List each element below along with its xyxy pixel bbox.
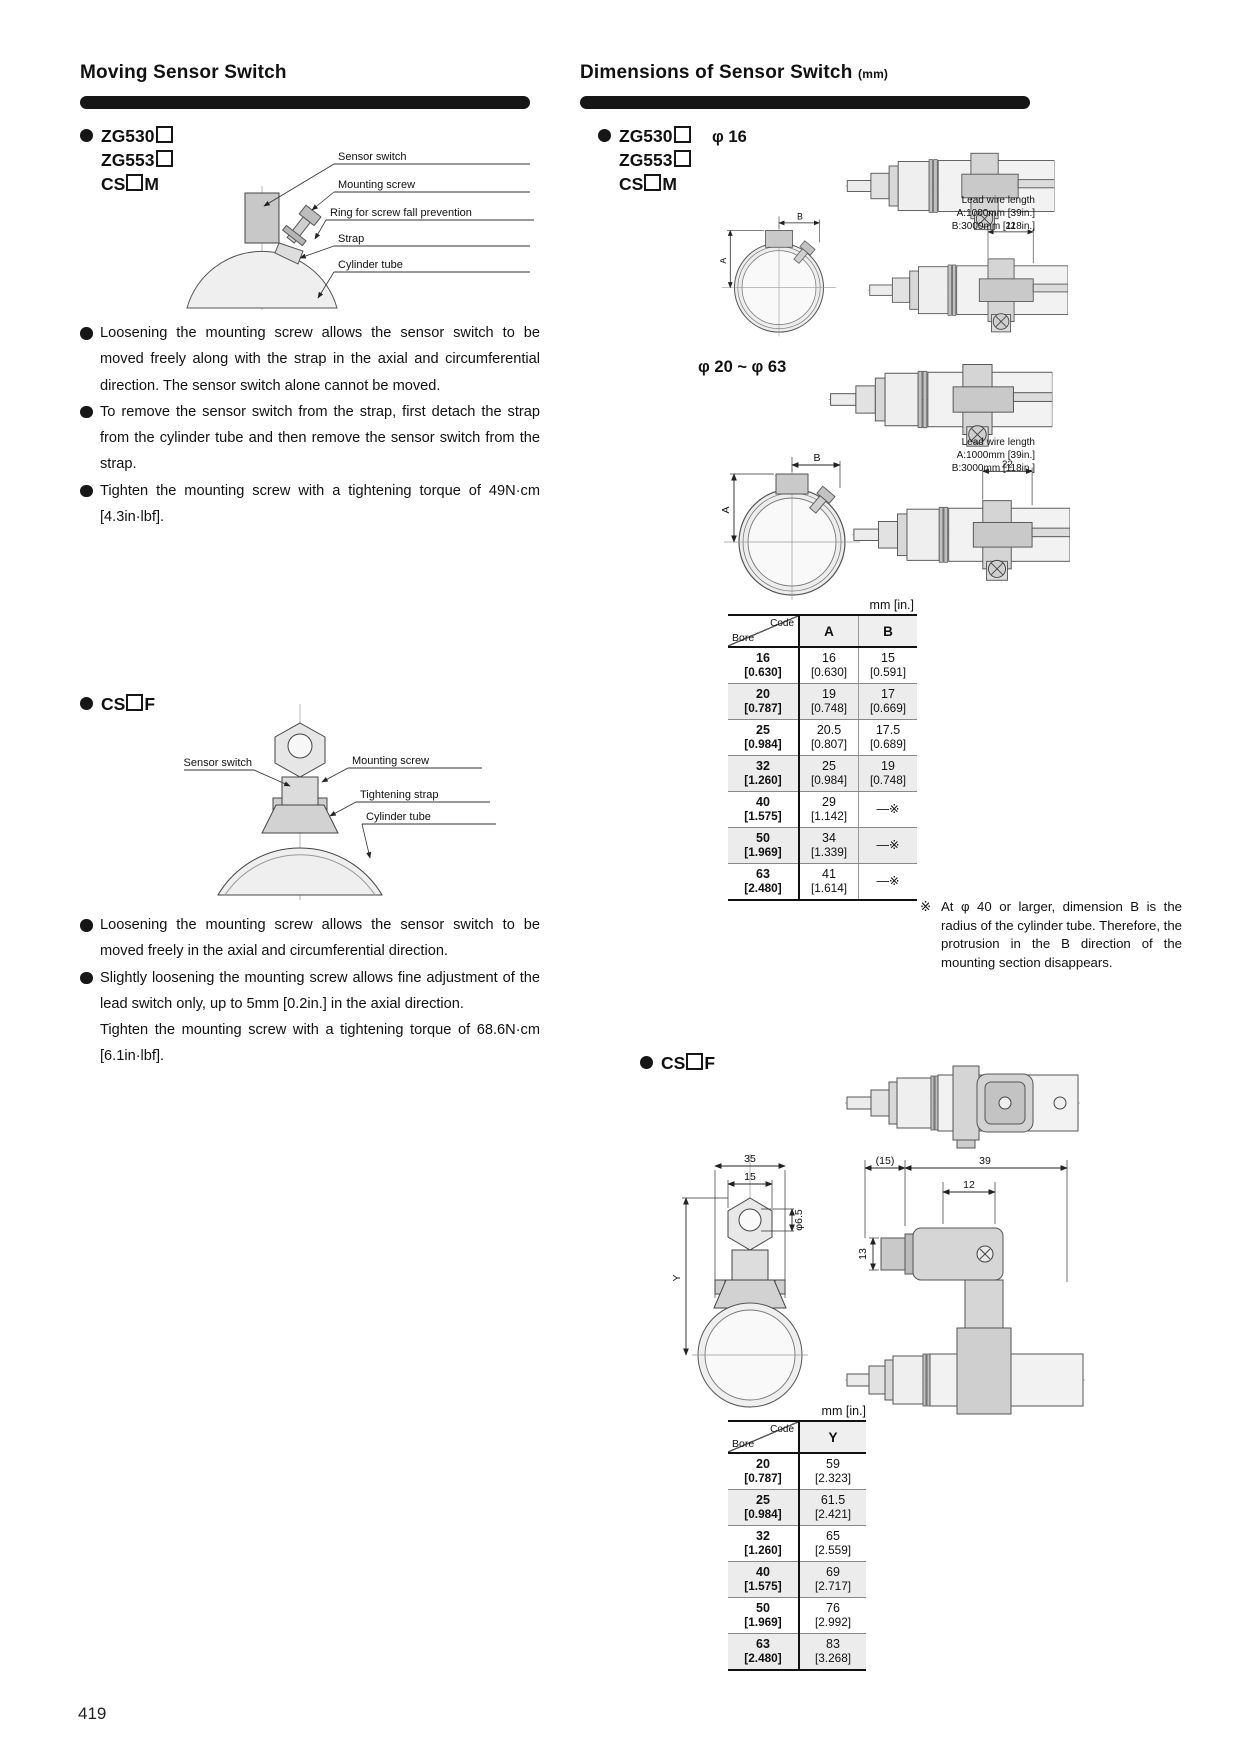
column-header-a: A [799, 615, 859, 647]
dim-csf-side-view [845, 1048, 1080, 1153]
left-title-bar [80, 96, 530, 109]
bullet-dot-icon [80, 129, 93, 142]
label-ring-screw-fall: Ring for screw fall prevention [330, 207, 472, 219]
bullet-dot-icon [80, 485, 93, 498]
zg-bullet-list [80, 320, 540, 530]
list-item: Tighten the mounting screw with a tightening torque of 49N·cm [4.3in·lbf]. [80, 478, 540, 531]
table-row: 25 [0.984] 61.5 [2.421] [728, 1490, 866, 1526]
column-header-y: Y [799, 1421, 866, 1453]
right-title-bar [580, 96, 1030, 109]
label-sensor-switch: Sensor switch [338, 151, 407, 163]
label-strap: Strap [338, 233, 365, 245]
dim-side-view-16-22 [868, 218, 1068, 338]
table-unit-label: mm [in.] [821, 1404, 866, 1418]
table-row: 32 [1.260] 65 [2.559] [728, 1526, 866, 1562]
bore-size-16-label: φ 16 [712, 128, 747, 146]
table-row: 25 [0.984] 20.5 [0.807] 17.5 [0.689] [728, 720, 917, 756]
right-csf-heading: CS F [640, 1053, 1240, 1074]
bullet-dot-icon [80, 327, 93, 340]
option-box-icon [644, 174, 661, 191]
list-item: Loosening the mounting screw allows the sensor switch to be moved freely in the axial and circumferential direction. [80, 912, 540, 965]
dim-front-view-16 [720, 212, 838, 338]
model-zg530: ZG530 [598, 124, 692, 148]
bore-size-range-label: φ 20 ~ φ 63 [698, 358, 787, 376]
list-item: Loosening the mounting screw allows the sensor switch to be moved freely along with the strap in the axial and circumferential direction. The sensor switch alone cannot be moved. [80, 320, 540, 399]
label-cylinder-tube: Cylinder tube [338, 259, 403, 271]
dim-15p-label: (15) [875, 1155, 895, 1167]
page-number: 419 [78, 1704, 107, 1723]
dim-front-view-2063 [722, 452, 862, 602]
lead-wire-note: Lead wire length A:1000mm [39in.] B:3000mm [118in.] [951, 437, 1035, 475]
model-zg553: ZG553 [598, 148, 692, 172]
label-cylinder-tube: Cylinder tube [366, 811, 431, 823]
bullet-dot-icon [80, 697, 93, 710]
table-row: 20 [0.787] 19 [0.748] 17 [0.669] [728, 684, 917, 720]
dim-csf-front-view [662, 1150, 837, 1412]
table-row: 32 [1.260] 25 [0.984] 19 [0.748] [728, 756, 917, 792]
footnote: ※ At φ 40 or larger, dimension B is the radius of the cylinder tube. Therefore, the protrusion in the B direction of the mounting section disappears. [920, 899, 1182, 971]
label-sensor-switch: Sensor switch [183, 757, 252, 769]
bullet-dot-icon [640, 1056, 653, 1069]
label-mounting-screw: Mounting screw [338, 179, 416, 191]
option-box-icon [156, 126, 173, 143]
dim-y-label: Y [671, 1274, 683, 1282]
column-header-b: B [859, 615, 918, 647]
bullet-dot-icon [80, 972, 93, 985]
csf-bullet-list [80, 912, 540, 1070]
bullet-dot-icon [80, 406, 93, 419]
dim-csf-elbow-view [845, 1152, 1085, 1437]
table-row: 63 [2.480] 41 [1.614] —※ [728, 864, 917, 901]
bullet-dot-icon [80, 919, 93, 932]
label-mounting-screw: Mounting screw [352, 755, 430, 767]
table-row: 63 [2.480] 83 [3.268] [728, 1634, 866, 1671]
table-row: 50 [1.969] 76 [2.992] [728, 1598, 866, 1634]
table-header-row [728, 615, 917, 647]
model-zg553: ZG553 [80, 148, 174, 172]
dim-39-label: 39 [979, 1155, 991, 1167]
list-item: Slightly loosening the mounting screw allows fine adjustment of the lead switch only, up to 5mm [0.2in.] in the axial direction. [80, 965, 540, 1018]
left-csf-heading: CS F [80, 694, 1240, 715]
option-box-icon [674, 150, 691, 167]
list-item-continuation: Tighten the mounting screw with a tightening torque of 68.6N·cm [6.1in·lbf]. [100, 1022, 540, 1065]
dim-side-view-2063-22 [852, 456, 1070, 587]
table-row: 16 [0.630] 16 [0.630] 15 [0.591] [728, 647, 917, 684]
corner-cell: Code Bore [728, 615, 799, 647]
lead-wire-note: Lead wire length A:1000mm [39in.] B:3000mm [118in.] [951, 195, 1035, 233]
option-box-icon [674, 126, 691, 143]
table-row: 20 [0.787] 59 [2.323] [728, 1453, 866, 1490]
left-section-title: Moving Sensor Switch [80, 62, 287, 83]
dim-35-label: 35 [744, 1153, 756, 1165]
table-unit-label: mm [in.] [869, 598, 914, 612]
dimension-table-y [728, 1420, 866, 1671]
right-section-title: Dimensions of Sensor Switch (mm) [580, 62, 889, 83]
moving-sensor-zg-diagram [132, 146, 537, 316]
corner-cell: Code Bore [728, 1421, 799, 1453]
model-zg530: ZG530 [80, 124, 174, 148]
title-unit: (mm) [858, 67, 889, 81]
dim-15-label: 15 [744, 1171, 756, 1183]
table-row: 50 [1.969] 34 [1.339] —※ [728, 828, 917, 864]
option-box-icon [686, 1053, 703, 1070]
model-csm: CS M [101, 174, 159, 194]
table-header-row [728, 1421, 866, 1453]
model-csm: CS M [619, 174, 677, 194]
dimension-table-ab [728, 614, 917, 901]
label-tightening-strap: Tightening strap [360, 789, 439, 801]
list-item: To remove the sensor switch from the strap, first detach the strap from the cylinder tube and then remove the sensor switch from the strap. [80, 399, 540, 478]
table-row: 40 [1.575] 29 [1.142] —※ [728, 792, 917, 828]
table-row: 40 [1.575] 69 [2.717] [728, 1562, 866, 1598]
reference-mark: ※ [920, 899, 932, 914]
dim-12-label: 12 [963, 1179, 975, 1191]
right-model-list [598, 124, 692, 196]
bullet-dot-icon [598, 129, 611, 142]
dim-13-label: 13 [857, 1248, 869, 1260]
dim-phi65-label: φ6.5 [793, 1209, 805, 1231]
moving-sensor-csf-diagram [130, 700, 540, 905]
